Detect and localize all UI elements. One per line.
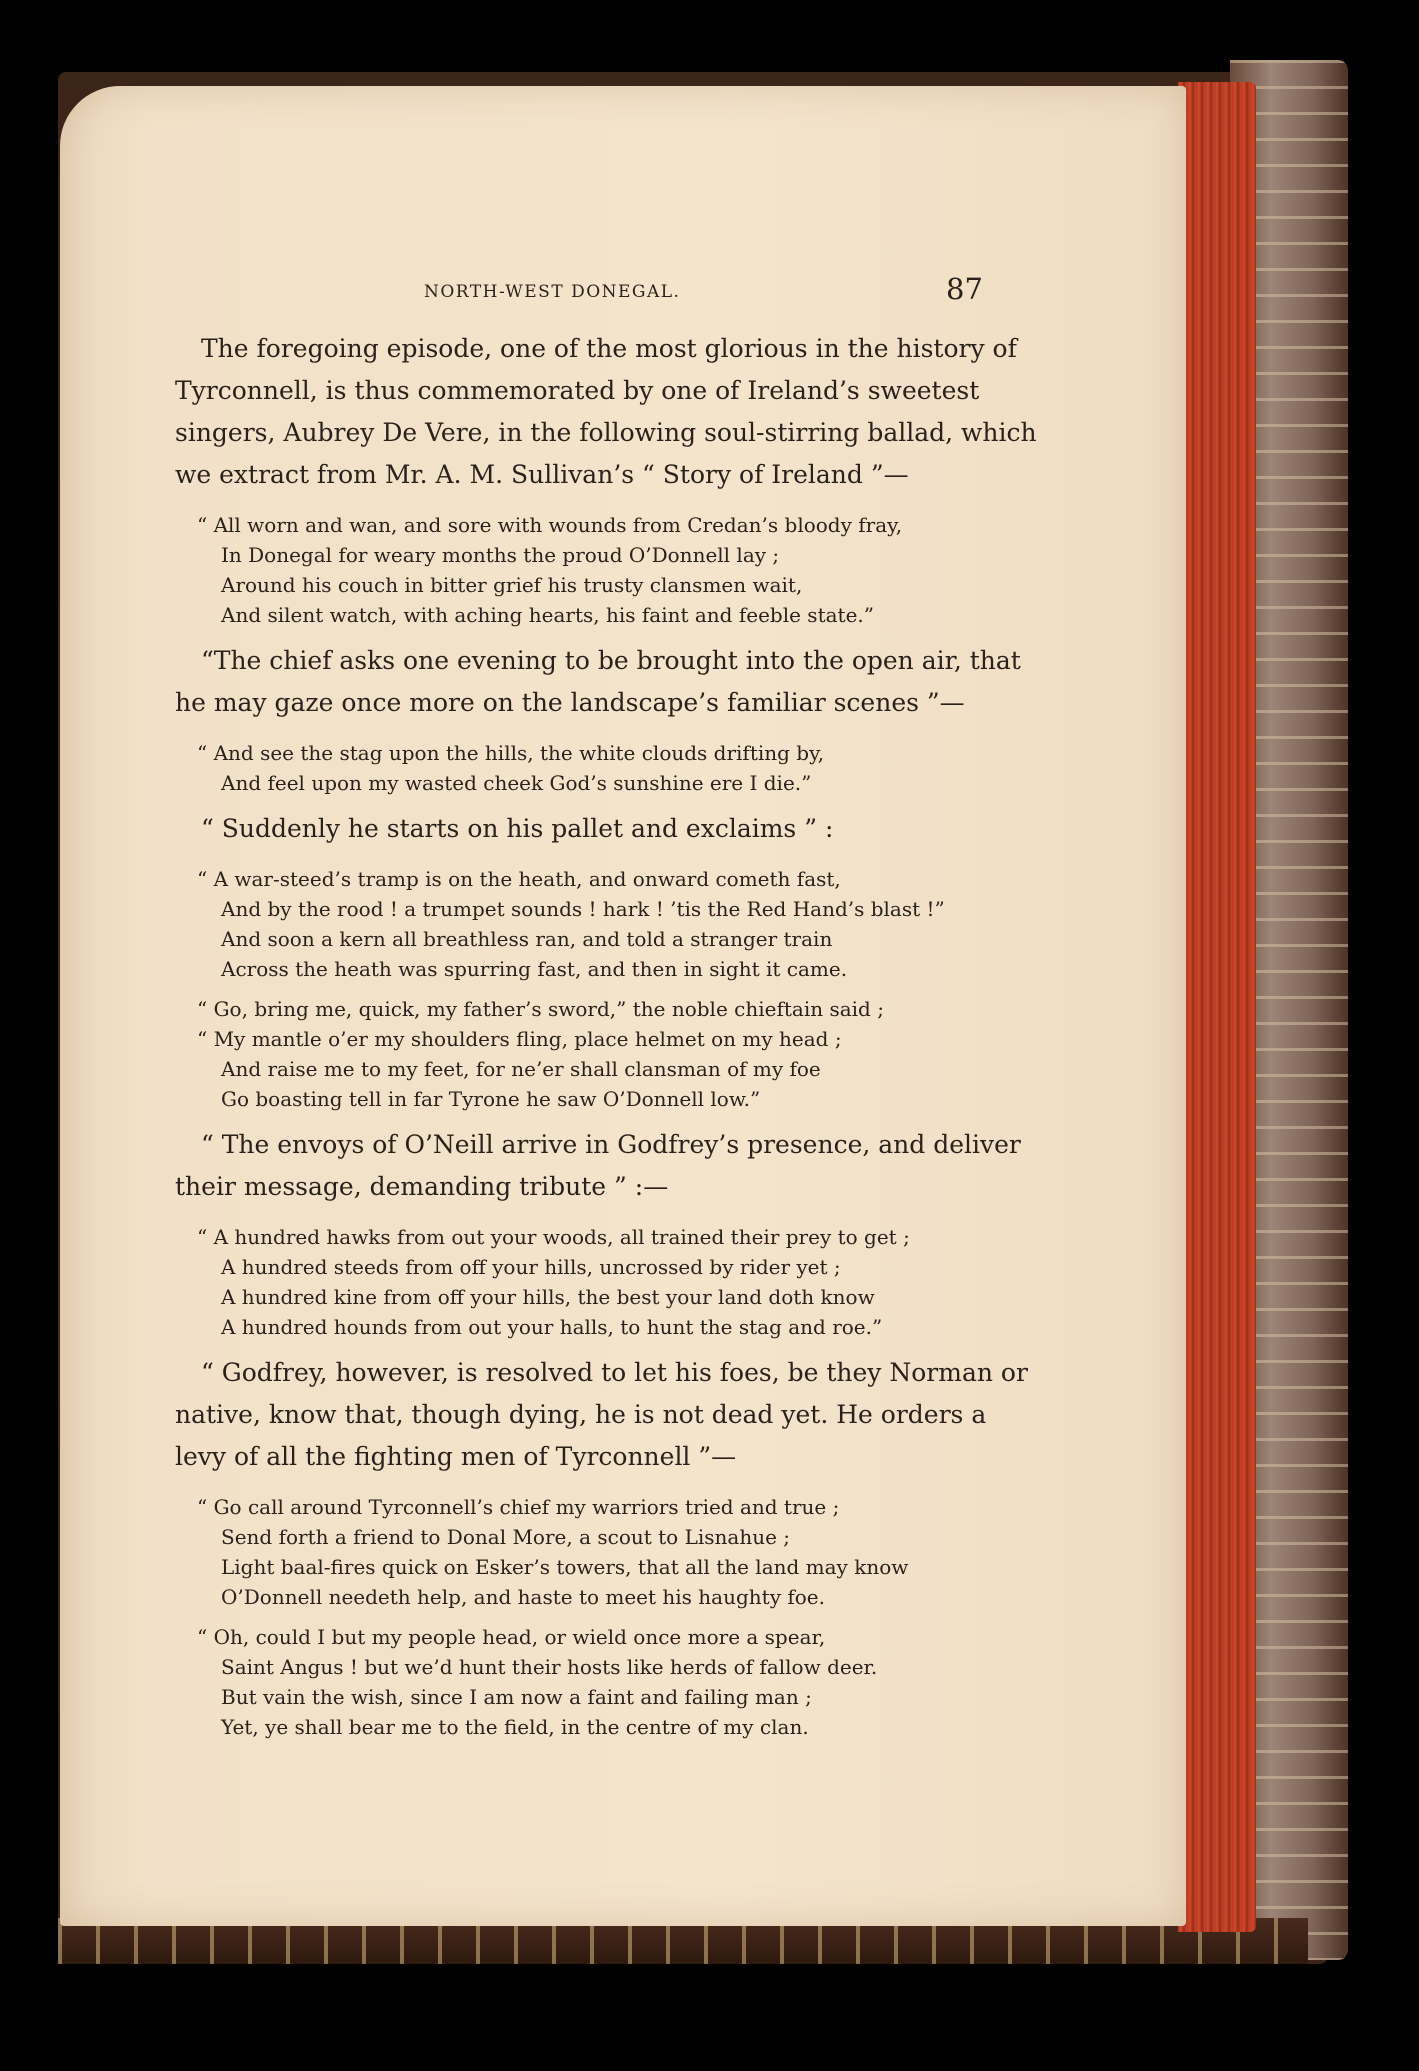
stanza-4 <box>175 994 1045 1114</box>
verse-line: “ Go, bring me, quick, my father’s sword,” the noble chieftain said ; <box>197 997 884 1021</box>
text-line: their message, demanding tribute ” :— <box>175 1172 669 1201</box>
verse-line: Across the heath was spurring fast, and then in sight it came. <box>221 957 848 981</box>
text-line: singers, Aubrey De Vere, in the following soul-stirring ballad, which <box>175 418 1037 447</box>
stanza-5 <box>175 1222 1045 1342</box>
text-line: The foregoing episode, one of the most glorious in the history of <box>201 334 1017 363</box>
text-line: Tyrconnell, is thus commemorated by one of Ireland’s sweetest <box>175 376 980 405</box>
text-line: he may gaze once more on the landscape’s familiar scenes ”— <box>175 688 965 717</box>
verse-line: Yet, ye shall bear me to the field, in the centre of my clan. <box>221 1715 809 1739</box>
verse-line: “ Oh, could I but my people head, or wield once more a spear, <box>197 1625 826 1649</box>
verse-line: “ My mantle o’er my shoulders fling, place helmet on my head ; <box>197 1027 842 1051</box>
running-head <box>60 272 1186 312</box>
paragraph-2 <box>175 640 1045 724</box>
book-page <box>60 86 1186 1926</box>
text-line: “ Godfrey, however, is resolved to let his foes, be they Norman or <box>201 1358 1028 1387</box>
verse-line: But vain the wish, since I am now a faint and failing man ; <box>221 1685 812 1709</box>
verse-line: Around his couch in bitter grief his trusty clansmen wait, <box>221 573 803 597</box>
running-title: NORTH-WEST DONEGAL. <box>424 282 681 302</box>
verse-line: Light baal-fires quick on Esker’s towers, that all the land may know <box>221 1555 909 1579</box>
verse-line: And raise me to my feet, for ne’er shall clansman of my foe <box>221 1057 821 1081</box>
verse-line: “ And see the stag upon the hills, the white clouds drifting by, <box>197 741 825 765</box>
text-line: levy of all the fighting men of Tyrconnell ”— <box>175 1442 737 1471</box>
paragraph-4 <box>175 1124 1045 1208</box>
verse-line: “ A hundred hawks from out your woods, all trained their prey to get ; <box>197 1225 910 1249</box>
stanza-1 <box>175 510 1045 630</box>
paragraph-3 <box>175 808 1045 850</box>
verse-line: “ All worn and wan, and sore with wounds from Credan’s bloody fray, <box>197 513 903 537</box>
verse-line: Go boasting tell in far Tyrone he saw O’Donnell low.” <box>221 1087 761 1111</box>
stanza-6 <box>175 1492 1045 1612</box>
verse-line: O’Donnell needeth help, and haste to meet his haughty foe. <box>221 1585 826 1609</box>
text-line: “The chief asks one evening to be brought into the open air, that <box>201 646 1021 675</box>
verse-line: Saint Angus ! but we’d hunt their hosts like herds of fallow deer. <box>221 1655 878 1679</box>
page-text <box>175 328 1045 1752</box>
stanza-2 <box>175 738 1045 798</box>
text-line: we extract from Mr. A. M. Sullivan’s “ Story of Ireland ”— <box>175 460 909 489</box>
verse-line: And silent watch, with aching hearts, his faint and feeble state.” <box>221 603 874 627</box>
red-page-edges <box>1178 82 1256 1932</box>
verse-line: Send forth a friend to Donal More, a scout to Lisnahue ; <box>221 1525 791 1549</box>
text-line: “ Suddenly he starts on his pallet and exclaims ” : <box>201 814 834 843</box>
verse-line: And soon a kern all breathless ran, and told a stranger train <box>221 927 833 951</box>
verse-line: And by the rood ! a trumpet sounds ! hark ! ’tis the Red Hand’s blast !” <box>221 897 945 921</box>
verse-line: A hundred steeds from off your hills, uncrossed by rider yet ; <box>221 1255 841 1279</box>
verse-line: “ A war-steed’s tramp is on the heath, and onward cometh fast, <box>197 867 841 891</box>
verse-line: And feel upon my wasted cheek God’s sunshine ere I die.” <box>221 771 812 795</box>
verse-line: “ Go call around Tyrconnell’s chief my warriors tried and true ; <box>197 1495 840 1519</box>
stanza-7 <box>175 1622 1045 1742</box>
paragraph-1 <box>175 328 1045 496</box>
text-line: native, know that, though dying, he is not dead yet. He orders a <box>175 1400 987 1429</box>
stanza-3 <box>175 864 1045 984</box>
paragraph-5 <box>175 1352 1045 1478</box>
verse-line: In Donegal for weary months the proud O’Donnell lay ; <box>221 543 780 567</box>
verse-line: A hundred hounds from out your halls, to hunt the stag and roe.” <box>221 1315 883 1339</box>
page-number: 87 <box>946 272 983 306</box>
verse-line: A hundred kine from off your hills, the best your land doth know <box>221 1285 875 1309</box>
text-line: “ The envoys of O’Neill arrive in Godfrey’s presence, and deliver <box>201 1130 1021 1159</box>
